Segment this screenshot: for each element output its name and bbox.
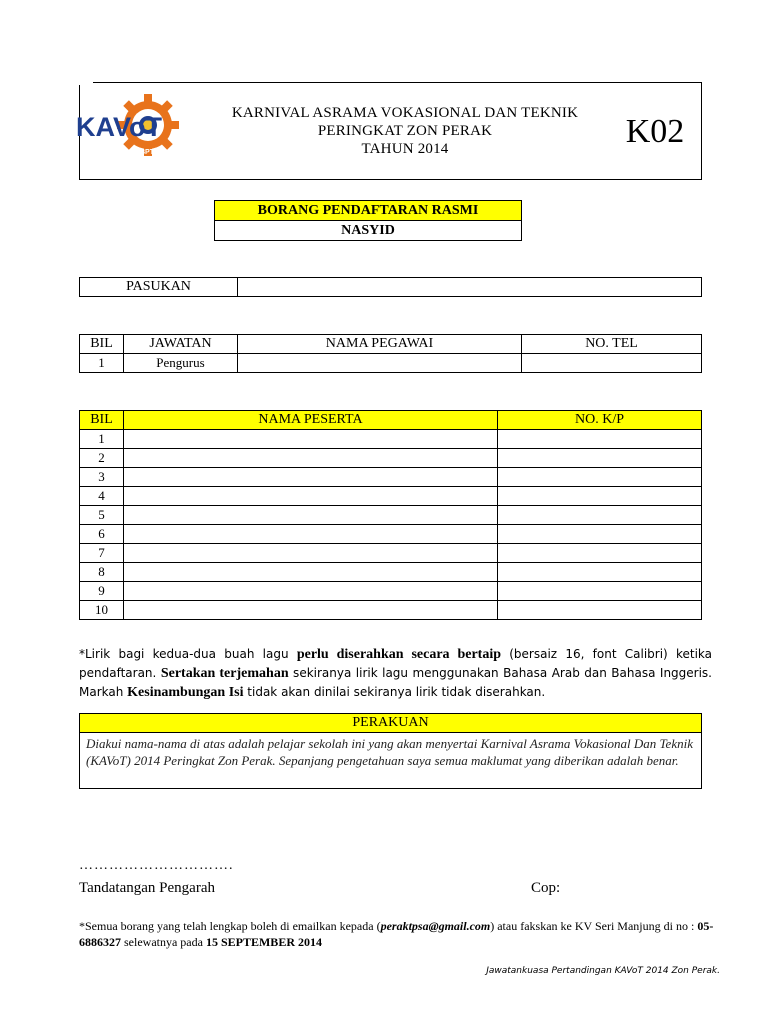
- participant-nama-field[interactable]: [124, 582, 498, 601]
- table-row: [80, 506, 702, 525]
- participant-nama-field[interactable]: [124, 506, 498, 525]
- form-title: BORANG PENDAFTARAN RASMI: [215, 201, 521, 221]
- participant-bil: 8: [80, 563, 124, 582]
- officer-nama-field[interactable]: [238, 354, 522, 373]
- perakuan-text: Diakui nama-nama di atas adalah pelajar sekolah ini yang akan menyertai Karnival Asrama Vokasional Dan Teknik (KAVoT) 2014 Peringkat Zon Perak. Sepanjang pengetahuan saya semua maklumat yang diberikan adalah benar.: [86, 736, 693, 768]
- officer-header-jawatan: JAWATAN: [124, 335, 238, 354]
- participant-nama-field[interactable]: [124, 601, 498, 620]
- pasukan-table: [79, 277, 702, 297]
- participant-nama-field[interactable]: [124, 525, 498, 544]
- participant-header-nama: NAMA PESERTA: [124, 411, 498, 430]
- officer-header-nama: NAMA PEGAWAI: [238, 335, 522, 354]
- kavot-logo: [74, 92, 194, 158]
- committee-credit: Jawatankuasa Pertandingan KAVoT 2014 Zon Perak.: [486, 966, 720, 976]
- participant-bil: 10: [80, 601, 124, 620]
- participant-bil: 7: [80, 544, 124, 563]
- participant-nama-field[interactable]: [124, 430, 498, 449]
- pasukan-label: PASUKAN: [80, 278, 238, 297]
- participant-kp-field[interactable]: [498, 487, 702, 506]
- header-title: [195, 104, 615, 158]
- form-title-box: [214, 200, 522, 241]
- form-code: K02: [625, 113, 685, 150]
- participant-bil: 9: [80, 582, 124, 601]
- participant-nama-field[interactable]: [124, 487, 498, 506]
- participant-kp-field[interactable]: [498, 430, 702, 449]
- table-row: [80, 563, 702, 582]
- table-row: [80, 487, 702, 506]
- officer-tel-field[interactable]: [522, 354, 702, 373]
- table-row: [80, 544, 702, 563]
- officer-header-tel: NO. TEL: [522, 335, 702, 354]
- participant-bil: 1: [80, 430, 124, 449]
- officer-bil: 1: [80, 354, 124, 373]
- participant-nama-field[interactable]: [124, 468, 498, 487]
- participant-kp-field[interactable]: [498, 563, 702, 582]
- participant-kp-field[interactable]: [498, 468, 702, 487]
- deadline-date: 15 SEPTEMBER 2014: [205, 935, 322, 949]
- participant-bil: 3: [80, 468, 124, 487]
- participant-header-kp: NO. K/P: [498, 411, 702, 430]
- participant-nama-field[interactable]: [124, 563, 498, 582]
- signature-label: Tandatangan Pengarah: [79, 880, 215, 896]
- participant-kp-field[interactable]: [498, 506, 702, 525]
- officer-table: [79, 334, 702, 373]
- svg-text:KAVoT: KAVoT: [76, 112, 162, 142]
- participant-kp-field[interactable]: [498, 525, 702, 544]
- participant-header-bil: BIL: [80, 411, 124, 430]
- perakuan-box: [79, 713, 702, 789]
- participant-kp-field[interactable]: [498, 582, 702, 601]
- header-title-line-3: TAHUN 2014: [361, 141, 449, 157]
- participant-bil: 5: [80, 506, 124, 525]
- submission-note: *Semua borang yang telah lengkap boleh di emailkan kepada (peraktpsa@gmail.com) atau fakskan ke KV Seri Manjung di no : 05-6886327 selewatnya pada 15 SEPTEMBER 2014: [79, 919, 714, 949]
- header-title-line-2: PERINGKAT ZON PERAK: [317, 123, 493, 139]
- form-category: NASYID: [341, 223, 395, 238]
- email-link[interactable]: peraktpsa@gmail.com: [380, 919, 491, 933]
- table-row: [80, 449, 702, 468]
- officer-jawatan: Pengurus: [124, 354, 238, 373]
- table-row: [80, 468, 702, 487]
- participant-nama-field[interactable]: [124, 449, 498, 468]
- participant-bil: 2: [80, 449, 124, 468]
- table-row: [80, 601, 702, 620]
- lyrics-note: *Lirik bagi kedua-dua buah lagu perlu diserahkan secara bertaip (bersaiz 16, font Calibri) ketika pendaftaran. Sertakan terjemahan sekiranya lirik lagu menggunakan Bahasa Arab dan Bahasa Inggeris. Markah Kesinambungan Isi tidak akan dinilai sekiranya lirik tidak diserahkan.: [79, 647, 712, 700]
- participant-nama-field[interactable]: [124, 544, 498, 563]
- table-row: [80, 354, 702, 373]
- signature-line: ………………………….: [79, 858, 234, 873]
- participant-kp-field[interactable]: [498, 544, 702, 563]
- officer-header-bil: BIL: [80, 335, 124, 354]
- participant-bil: 4: [80, 487, 124, 506]
- svg-text:BPTV: BPTV: [140, 149, 159, 156]
- fax-number: 05-6886327: [79, 919, 714, 949]
- cop-label: Cop:: [531, 880, 561, 896]
- participant-kp-field[interactable]: [498, 601, 702, 620]
- perakuan-title: PERAKUAN: [80, 714, 701, 733]
- table-row: [80, 525, 702, 544]
- table-row: [80, 430, 702, 449]
- pasukan-field[interactable]: [238, 278, 702, 297]
- header-title-line-1: KARNIVAL ASRAMA VOKASIONAL DAN TEKNIK: [231, 105, 579, 121]
- table-row: [80, 582, 702, 601]
- participant-kp-field[interactable]: [498, 449, 702, 468]
- participant-table: [79, 410, 702, 620]
- participant-bil: 6: [80, 525, 124, 544]
